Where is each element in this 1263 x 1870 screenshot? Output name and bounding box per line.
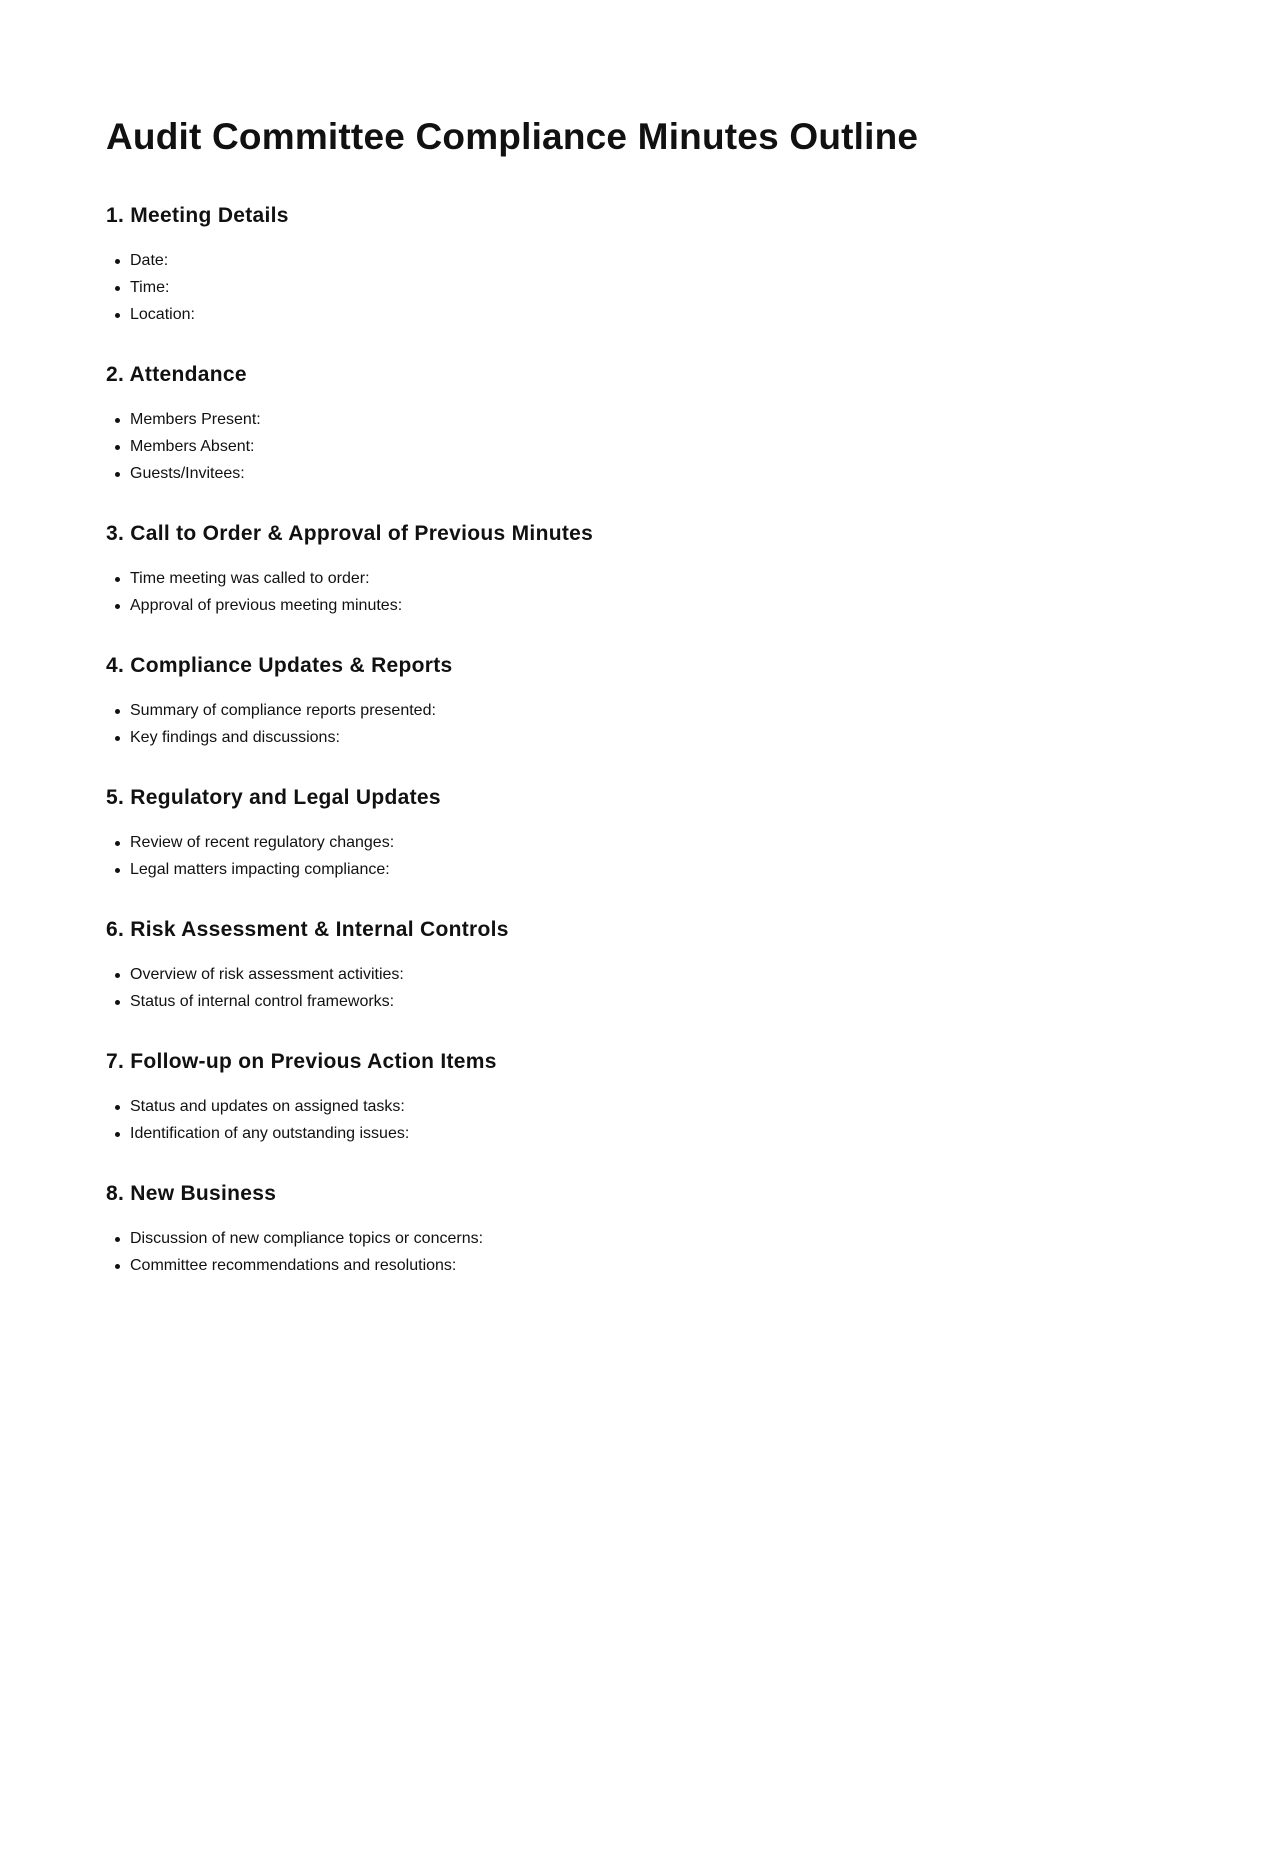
list-item: Time meeting was called to order:	[130, 565, 1157, 592]
section-follow-up	[106, 1049, 1157, 1147]
list-item: Location:	[130, 301, 1157, 328]
list-item: Guests/Invitees:	[130, 460, 1157, 487]
section-list	[106, 1093, 1157, 1147]
section-heading: 7. Follow-up on Previous Action Items	[106, 1050, 497, 1073]
section-heading: 5. Regulatory and Legal Updates	[106, 786, 441, 809]
section-list	[106, 829, 1157, 883]
list-item: Status of internal control frameworks:	[130, 988, 1157, 1015]
list-item: Overview of risk assessment activities:	[130, 961, 1157, 988]
section-compliance-updates	[106, 653, 1157, 751]
list-item: Identification of any outstanding issues:	[130, 1120, 1157, 1147]
section-regulatory-legal	[106, 785, 1157, 883]
list-item: Status and updates on assigned tasks:	[130, 1093, 1157, 1120]
section-list	[106, 697, 1157, 751]
list-item: Approval of previous meeting minutes:	[130, 592, 1157, 619]
list-item: Time:	[130, 274, 1157, 301]
list-item: Legal matters impacting compliance:	[130, 856, 1157, 883]
list-item: Review of recent regulatory changes:	[130, 829, 1157, 856]
list-item: Members Present:	[130, 406, 1157, 433]
section-heading: 1. Meeting Details	[106, 204, 289, 227]
list-item: Committee recommendations and resolutions:	[130, 1252, 1157, 1279]
section-list	[106, 565, 1157, 619]
list-item: Key findings and discussions:	[130, 724, 1157, 751]
section-risk-assessment	[106, 917, 1157, 1015]
section-heading: 4. Compliance Updates & Reports	[106, 654, 453, 677]
list-item: Summary of compliance reports presented:	[130, 697, 1157, 724]
page-title: Audit Committee Compliance Minutes Outline	[106, 116, 919, 157]
section-list	[106, 247, 1157, 328]
section-attendance	[106, 362, 1157, 487]
section-heading: 6. Risk Assessment & Internal Controls	[106, 918, 509, 941]
list-item: Date:	[130, 247, 1157, 274]
section-list	[106, 406, 1157, 487]
section-heading: 2. Attendance	[106, 363, 247, 386]
section-call-to-order	[106, 521, 1157, 619]
section-meeting-details	[106, 203, 1157, 328]
list-item: Members Absent:	[130, 433, 1157, 460]
list-item: Discussion of new compliance topics or concerns:	[130, 1225, 1157, 1252]
section-list	[106, 1225, 1157, 1279]
section-heading: 8. New Business	[106, 1182, 277, 1205]
section-list	[106, 961, 1157, 1015]
section-heading: 3. Call to Order & Approval of Previous Minutes	[106, 522, 594, 545]
section-new-business	[106, 1181, 1157, 1279]
